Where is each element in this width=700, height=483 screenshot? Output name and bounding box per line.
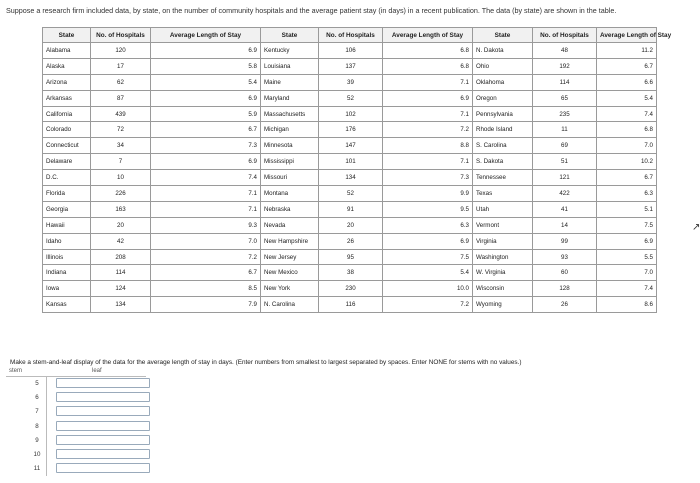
cell-hospitals-3: 48 xyxy=(533,43,597,59)
cell-hospitals-2: 134 xyxy=(319,170,383,186)
cell-state-3: N. Dakota xyxy=(473,43,533,59)
cell-hospitals-3: 69 xyxy=(533,138,597,154)
cell-avg-stay-2: 7.2 xyxy=(383,297,473,313)
cell-hospitals-3: 192 xyxy=(533,58,597,74)
table-row xyxy=(43,297,657,313)
cell-hospitals-1: 72 xyxy=(91,122,151,138)
cell-hospitals-2: 91 xyxy=(319,201,383,217)
cell-state-3: Ohio xyxy=(473,58,533,74)
header-avg-stay-3: Average Length of Stay xyxy=(597,28,657,43)
cell-state-2: New York xyxy=(261,281,319,297)
cell-state-1: Colorado xyxy=(43,122,91,138)
header-hospitals-3: No. of Hospitals xyxy=(533,28,597,43)
cell-state-1: Alabama xyxy=(43,43,91,59)
cell-hospitals-3: 14 xyxy=(533,217,597,233)
stem-value: 9 xyxy=(35,436,39,444)
leaf-input-stem-5[interactable] xyxy=(56,378,150,388)
cell-hospitals-3: 422 xyxy=(533,186,597,202)
header-state-2: State xyxy=(261,28,319,43)
cell-state-2: New Mexico xyxy=(261,265,319,281)
cell-avg-stay-1: 7.4 xyxy=(151,170,261,186)
cell-state-3: Oklahoma xyxy=(473,74,533,90)
cell-state-3: Wisconsin xyxy=(473,281,533,297)
cell-state-1: Arkansas xyxy=(43,90,91,106)
cell-state-1: Arizona xyxy=(43,74,91,90)
cell-state-3: Pennsylvania xyxy=(473,106,533,122)
cell-hospitals-1: 439 xyxy=(91,106,151,122)
stem-leaf-row xyxy=(6,435,146,448)
cell-avg-stay-3: 6.7 xyxy=(597,170,657,186)
cell-state-2: N. Carolina xyxy=(261,297,319,313)
cell-hospitals-2: 102 xyxy=(319,106,383,122)
cell-hospitals-2: 106 xyxy=(319,43,383,59)
cell-hospitals-3: 99 xyxy=(533,233,597,249)
table-row xyxy=(43,281,657,297)
cell-state-2: Maine xyxy=(261,74,319,90)
cell-state-3: Virginia xyxy=(473,233,533,249)
cell-avg-stay-3: 8.6 xyxy=(597,297,657,313)
cell-state-2: Massachusetts xyxy=(261,106,319,122)
cell-state-3: S. Dakota xyxy=(473,154,533,170)
cell-hospitals-2: 147 xyxy=(319,138,383,154)
cell-hospitals-1: 20 xyxy=(91,217,151,233)
cell-avg-stay-1: 7.9 xyxy=(151,297,261,313)
cell-hospitals-1: 226 xyxy=(91,186,151,202)
cell-state-3: Vermont xyxy=(473,217,533,233)
cell-avg-stay-3: 5.4 xyxy=(597,90,657,106)
table-row xyxy=(43,201,657,217)
hospital-data-table xyxy=(42,27,672,313)
cell-hospitals-1: 42 xyxy=(91,233,151,249)
table-row xyxy=(43,138,657,154)
mouse-cursor-icon: ↗ xyxy=(692,222,700,233)
cell-state-1: California xyxy=(43,106,91,122)
cell-avg-stay-3: 6.6 xyxy=(597,74,657,90)
cell-hospitals-2: 52 xyxy=(319,186,383,202)
cell-hospitals-1: 134 xyxy=(91,297,151,313)
cell-hospitals-2: 101 xyxy=(319,154,383,170)
cell-avg-stay-3: 7.0 xyxy=(597,138,657,154)
table-body xyxy=(43,43,657,313)
cell-hospitals-3: 93 xyxy=(533,249,597,265)
table-row xyxy=(43,217,657,233)
cell-state-3: Rhode Island xyxy=(473,122,533,138)
table-row xyxy=(43,249,657,265)
stem-leaf-row xyxy=(6,378,146,391)
cell-avg-stay-3: 5.5 xyxy=(597,249,657,265)
cell-hospitals-1: 124 xyxy=(91,281,151,297)
leaf-input-stem-9[interactable] xyxy=(56,435,150,445)
leaf-input-stem-8[interactable] xyxy=(56,421,150,431)
cell-state-2: Minnesota xyxy=(261,138,319,154)
cell-avg-stay-2: 7.3 xyxy=(383,170,473,186)
cell-avg-stay-1: 7.2 xyxy=(151,249,261,265)
cell-hospitals-2: 176 xyxy=(319,122,383,138)
cell-state-1: Hawaii xyxy=(43,217,91,233)
cell-hospitals-3: 235 xyxy=(533,106,597,122)
cell-state-2: Nevada xyxy=(261,217,319,233)
cell-hospitals-1: 62 xyxy=(91,74,151,90)
header-hospitals-1: No. of Hospitals xyxy=(91,28,151,43)
cell-state-3: Wyoming xyxy=(473,297,533,313)
header-avg-stay-2: Average Length of Stay xyxy=(383,28,473,43)
cell-avg-stay-3: 10.2 xyxy=(597,154,657,170)
cell-avg-stay-1: 7.0 xyxy=(151,233,261,249)
problem-intro: Suppose a research firm included data, by state, on the number of community hospitals and the average patient stay (in days) in a recent publication. The data (by state) are shown in the table. xyxy=(6,6,617,15)
stem-leaf-header xyxy=(6,368,146,377)
cell-hospitals-2: 137 xyxy=(319,58,383,74)
cell-hospitals-3: 121 xyxy=(533,170,597,186)
cell-state-3: Tennessee xyxy=(473,170,533,186)
cell-avg-stay-3: 7.5 xyxy=(597,217,657,233)
stem-value: 5 xyxy=(35,380,39,387)
cell-state-2: Kentucky xyxy=(261,43,319,59)
cell-state-1: Florida xyxy=(43,186,91,202)
cell-avg-stay-1: 6.9 xyxy=(151,43,261,59)
cell-avg-stay-3: 6.7 xyxy=(597,58,657,74)
cell-hospitals-1: 7 xyxy=(91,154,151,170)
cell-avg-stay-1: 6.7 xyxy=(151,265,261,281)
cell-avg-stay-3: 6.9 xyxy=(597,233,657,249)
cell-state-2: Michigan xyxy=(261,122,319,138)
table-row xyxy=(43,265,657,281)
leaf-column-label: leaf xyxy=(92,368,102,374)
cell-avg-stay-2: 8.8 xyxy=(383,138,473,154)
cell-state-1: Georgia xyxy=(43,201,91,217)
cell-state-2: Mississippi xyxy=(261,154,319,170)
cell-hospitals-3: 26 xyxy=(533,297,597,313)
cell-avg-stay-2: 6.9 xyxy=(383,90,473,106)
cell-avg-stay-3: 7.4 xyxy=(597,106,657,122)
table-row xyxy=(43,233,657,249)
leaf-input-stem-10[interactable] xyxy=(56,449,150,459)
cell-hospitals-3: 114 xyxy=(533,74,597,90)
cell-hospitals-1: 10 xyxy=(91,170,151,186)
leaf-input-stem-6[interactable] xyxy=(56,392,150,402)
cell-avg-stay-3: 7.4 xyxy=(597,281,657,297)
stem-value: 7 xyxy=(35,408,39,416)
stem-value: 6 xyxy=(35,394,39,402)
table-row xyxy=(43,170,657,186)
cell-state-1: Iowa xyxy=(43,281,91,297)
cell-avg-stay-1: 5.4 xyxy=(151,74,261,90)
header-state-3: State xyxy=(473,28,533,43)
stem-value: 11 xyxy=(33,465,41,473)
cell-state-2: Nebraska xyxy=(261,201,319,217)
cell-state-1: Delaware xyxy=(43,154,91,170)
cell-avg-stay-2: 7.5 xyxy=(383,249,473,265)
cell-state-1: Indiana xyxy=(43,265,91,281)
cell-avg-stay-2: 7.1 xyxy=(383,74,473,90)
cell-state-3: Utah xyxy=(473,201,533,217)
cell-avg-stay-2: 10.0 xyxy=(383,281,473,297)
cell-avg-stay-2: 7.1 xyxy=(383,154,473,170)
cell-avg-stay-1: 7.1 xyxy=(151,186,261,202)
cell-avg-stay-3: 7.0 xyxy=(597,265,657,281)
cell-state-2: New Hampshire xyxy=(261,233,319,249)
cell-hospitals-2: 38 xyxy=(319,265,383,281)
cell-hospitals-1: 87 xyxy=(91,90,151,106)
cell-hospitals-2: 95 xyxy=(319,249,383,265)
cell-avg-stay-2: 6.8 xyxy=(383,58,473,74)
cell-hospitals-1: 208 xyxy=(91,249,151,265)
header-state-1: State xyxy=(43,28,91,43)
cell-avg-stay-1: 7.1 xyxy=(151,201,261,217)
cell-hospitals-2: 116 xyxy=(319,297,383,313)
cell-hospitals-2: 39 xyxy=(319,74,383,90)
cell-state-3: S. Carolina xyxy=(473,138,533,154)
stem-value: 8 xyxy=(35,422,39,430)
cell-avg-stay-2: 7.1 xyxy=(383,106,473,122)
header-avg-stay-1: Average Length of Stay xyxy=(151,28,261,43)
cell-hospitals-2: 52 xyxy=(319,90,383,106)
table-row xyxy=(43,90,657,106)
stem-leaf-row xyxy=(6,421,146,434)
table-row xyxy=(43,122,657,138)
cell-avg-stay-1: 5.8 xyxy=(151,58,261,74)
table-header xyxy=(43,28,672,43)
cell-avg-stay-1: 6.7 xyxy=(151,122,261,138)
cell-hospitals-3: 65 xyxy=(533,90,597,106)
stem-leaf-row xyxy=(6,463,146,476)
table-row xyxy=(43,186,657,202)
cell-state-1: Idaho xyxy=(43,233,91,249)
table-row xyxy=(43,74,657,90)
cell-avg-stay-2: 9.5 xyxy=(383,201,473,217)
cell-avg-stay-3: 11.2 xyxy=(597,43,657,59)
cell-avg-stay-2: 9.9 xyxy=(383,186,473,202)
cell-hospitals-2: 20 xyxy=(319,217,383,233)
cell-state-2: Louisiana xyxy=(261,58,319,74)
table-row xyxy=(43,58,657,74)
cell-state-2: Maryland xyxy=(261,90,319,106)
cell-avg-stay-1: 9.3 xyxy=(151,217,261,233)
cell-hospitals-1: 163 xyxy=(91,201,151,217)
header-hospitals-2: No. of Hospitals xyxy=(319,28,383,43)
cell-state-1: Alaska xyxy=(43,58,91,74)
cell-state-2: New Jersey xyxy=(261,249,319,265)
cell-avg-stay-2: 6.9 xyxy=(383,233,473,249)
cell-state-2: Missouri xyxy=(261,170,319,186)
cell-hospitals-3: 11 xyxy=(533,122,597,138)
cell-avg-stay-1: 5.9 xyxy=(151,106,261,122)
cell-avg-stay-3: 6.8 xyxy=(597,122,657,138)
instruction-text: Make a stem-and-leaf display of the data for the average length of stay in days. (Enter numbers from smallest to largest separated by spaces. Enter NONE for stems with no values.) xyxy=(10,359,522,366)
cell-avg-stay-1: 7.3 xyxy=(151,138,261,154)
cell-hospitals-3: 128 xyxy=(533,281,597,297)
cell-hospitals-1: 120 xyxy=(91,43,151,59)
stem-value: 10 xyxy=(33,451,41,458)
table-row xyxy=(43,106,657,122)
cell-avg-stay-3: 6.3 xyxy=(597,186,657,202)
cell-state-3: Texas xyxy=(473,186,533,202)
cell-hospitals-3: 51 xyxy=(533,154,597,170)
cell-avg-stay-2: 5.4 xyxy=(383,265,473,281)
cell-state-1: D.C. xyxy=(43,170,91,186)
stem-leaf-row xyxy=(6,406,146,419)
stem-leaf-row xyxy=(6,392,146,405)
cell-avg-stay-2: 6.8 xyxy=(383,43,473,59)
leaf-input-stem-7[interactable] xyxy=(56,406,150,416)
cell-state-2: Montana xyxy=(261,186,319,202)
stem-leaf-row xyxy=(6,449,146,462)
cell-avg-stay-1: 8.5 xyxy=(151,281,261,297)
cell-state-1: Illinois xyxy=(43,249,91,265)
cell-state-3: W. Virginia xyxy=(473,265,533,281)
stem-column-label: stem xyxy=(9,368,23,374)
cell-hospitals-3: 60 xyxy=(533,265,597,281)
cell-avg-stay-3: 5.1 xyxy=(597,201,657,217)
cell-state-1: Connecticut xyxy=(43,138,91,154)
cell-hospitals-3: 41 xyxy=(533,201,597,217)
cell-hospitals-1: 17 xyxy=(91,58,151,74)
cell-hospitals-1: 34 xyxy=(91,138,151,154)
cell-hospitals-2: 26 xyxy=(319,233,383,249)
cell-avg-stay-2: 7.2 xyxy=(383,122,473,138)
cell-hospitals-1: 114 xyxy=(91,265,151,281)
table-row xyxy=(43,43,657,59)
cell-avg-stay-1: 6.9 xyxy=(151,154,261,170)
table-row xyxy=(43,154,657,170)
leaf-input-stem-11[interactable] xyxy=(56,463,150,473)
cell-state-3: Oregon xyxy=(473,90,533,106)
cell-hospitals-2: 230 xyxy=(319,281,383,297)
cell-state-3: Washington xyxy=(473,249,533,265)
cell-avg-stay-1: 6.9 xyxy=(151,90,261,106)
cell-avg-stay-2: 6.3 xyxy=(383,217,473,233)
cell-state-1: Kansas xyxy=(43,297,91,313)
